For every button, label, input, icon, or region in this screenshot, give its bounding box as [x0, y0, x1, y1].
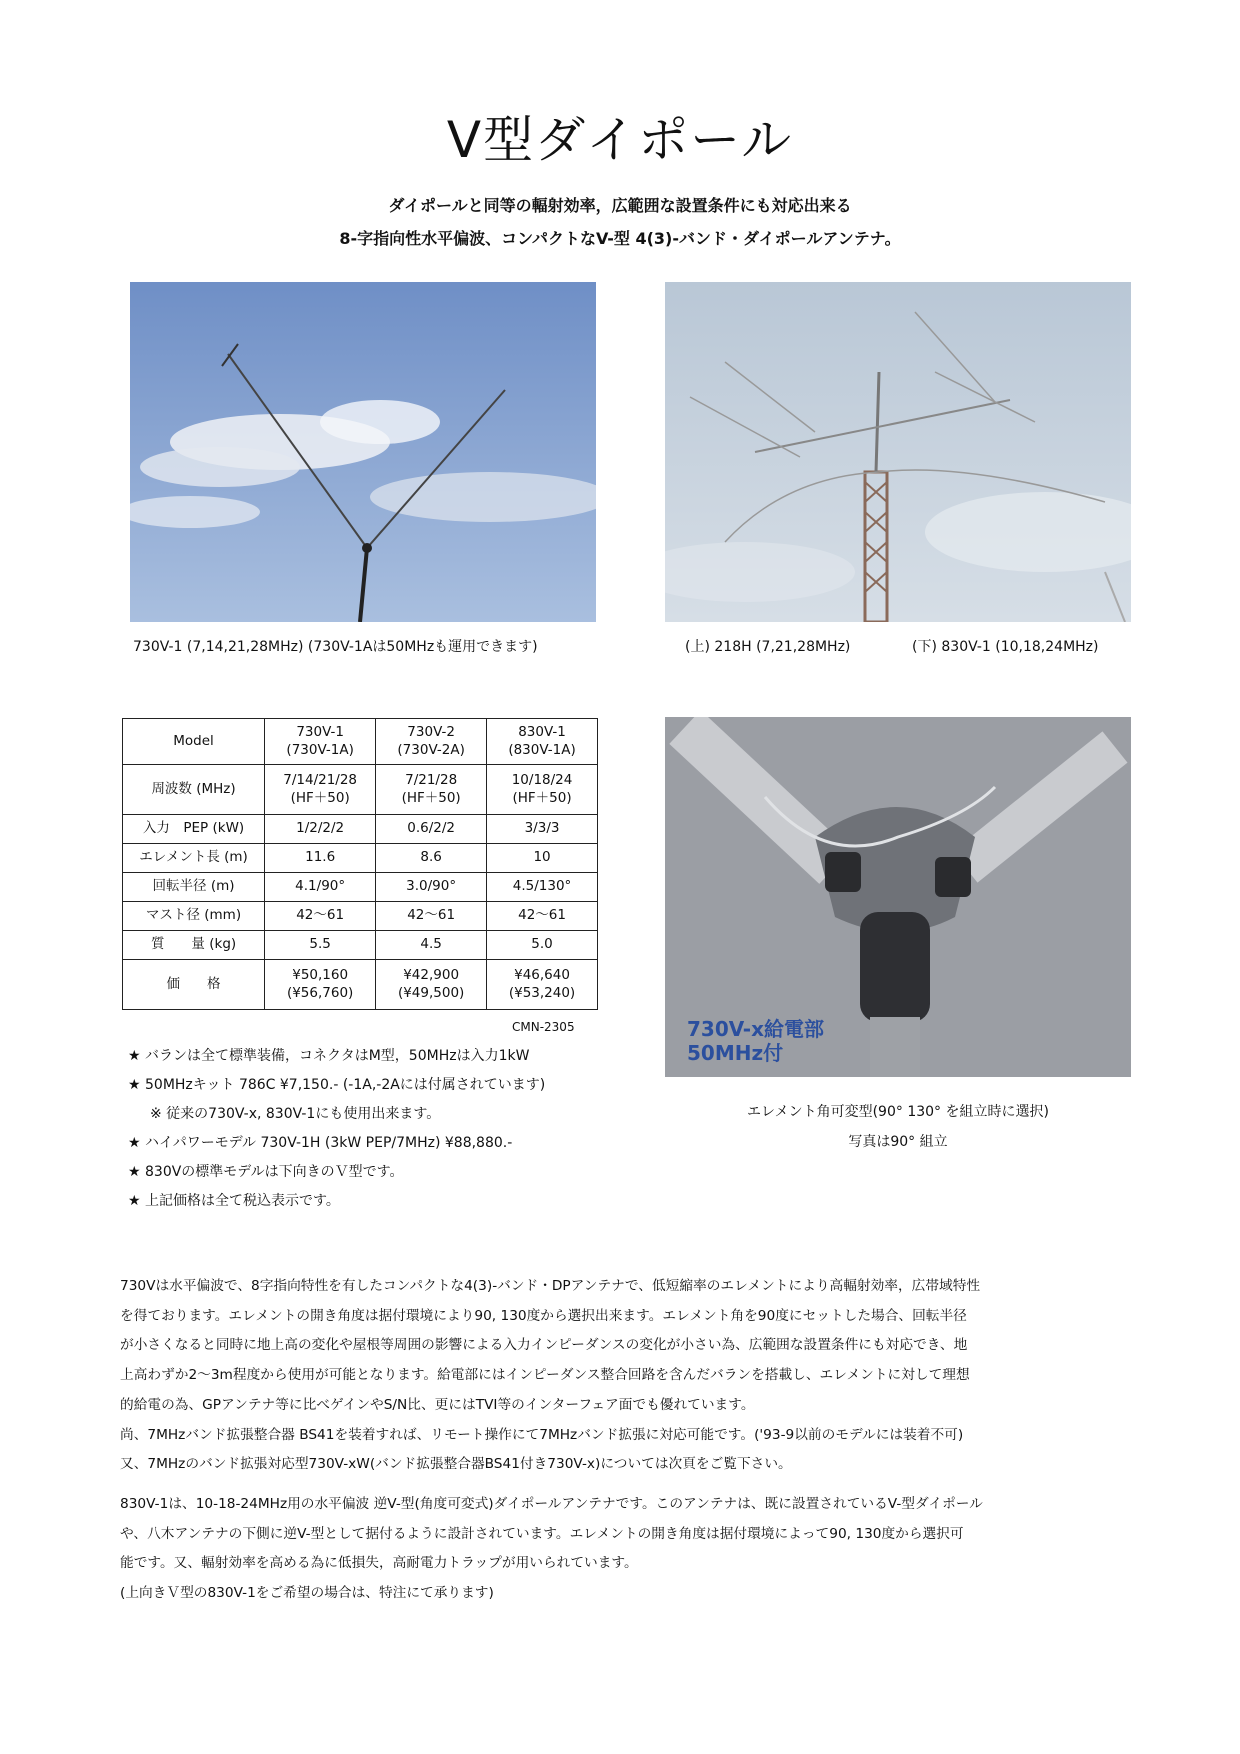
table-cell: 5.5 — [265, 931, 376, 960]
feed-photo-label-line-1: 730V-x給電部 — [687, 1017, 824, 1041]
freq-label: 周波数 (MHz) — [123, 765, 265, 815]
note-item: ★ バランは全て標準装備，コネクタはM型，50MHzは入力1kW — [128, 1048, 530, 1064]
paragraph-line: 830V-1は、10-18-24MHz用の水平偏波 逆V-型(角度可変式)ダイポールアンテナです。このアンテナは、既に設置されているV-型ダイポール — [120, 1496, 983, 1512]
row-label-element-length: エレメント長 (m) — [123, 844, 265, 873]
left-photo-caption: 730V-1 (7,14,21,28MHz) (730V-1Aは50MHzも運用できます) — [133, 639, 538, 655]
feed-caption — [663, 1097, 1133, 1157]
table-row — [123, 873, 598, 902]
table-cell: 3.0/90° — [376, 873, 487, 902]
antenna-218h-830v-photo — [665, 282, 1131, 622]
header-col-3 — [487, 719, 598, 765]
freq-col-2-bands: 7/21/28 — [405, 771, 458, 788]
freq-col-1-option: (HF＋50) — [290, 789, 350, 806]
table-cell: 42〜61 — [265, 902, 376, 931]
note-item: ※ 従来の730V-x, 830V-1にも使用出来ます。 — [150, 1106, 441, 1122]
paragraph-line: 上高わずか2〜3m程度から使用が可能となります。給電部にはインピーダンス整合回路を含んだバランを搭載し、エレメントに対して理想 — [120, 1367, 970, 1384]
table-cell: 3/3/3 — [487, 815, 598, 844]
price-col-3-value: ¥46,640 — [514, 966, 570, 983]
header-col-1-variant: (730V-1A) — [286, 741, 354, 758]
paragraph-line: 又、7MHzのバンド拡張対応型730V-xW(バンド拡張整合器BS41付き730V-x)については次頁をご覧下さい。 — [120, 1456, 792, 1473]
price-col-1-alt: (¥56,760) — [286, 984, 354, 1001]
table-cell: 10 — [487, 844, 598, 873]
paragraph-line: や、八木アンテナの下側に逆V-型として据付るように設計されています。エレメントの開き角度は据付環境によって90, 130度から選択可 — [120, 1525, 964, 1542]
price-col-2 — [376, 960, 487, 1010]
price-label: 価 格 — [123, 960, 265, 1010]
price-col-2-value: ¥42,900 — [403, 966, 460, 983]
table-row — [123, 902, 598, 931]
header-col-1 — [265, 719, 376, 765]
row-label-mast-diameter: マスト径 (mm) — [123, 902, 265, 931]
feed-caption-line-2: 写真は90° 組立 — [848, 1134, 948, 1150]
subtitle-line-1: ダイポールと同等の輻射効率，広範囲な設置条件にも対応出来る — [388, 196, 852, 215]
note-item: ★ 50MHzキット 786C ¥7,150.- (-1A,-2Aには付属されています) — [128, 1077, 546, 1093]
description-730v — [120, 1272, 1120, 1480]
freq-col-1 — [265, 765, 376, 815]
table-row-price — [123, 960, 598, 1010]
table-cell: 4.5 — [376, 931, 487, 960]
note-item: ★ 830Vの標準モデルは下向きのＶ型です。 — [128, 1164, 404, 1180]
table-row — [123, 931, 598, 960]
header-col-2 — [376, 719, 487, 765]
description-830v — [120, 1490, 1120, 1609]
header-col-1-model: 730V-1 — [296, 723, 344, 740]
paragraph-line: を得ております。エレメントの開き角度は据付環境により90, 130度から選択出来ます。エレメント角を90度にセットした場合、回転半径 — [120, 1307, 967, 1324]
freq-col-3 — [487, 765, 598, 815]
right-photo-caption-bottom: (下) 830V-1 (10,18,24MHz) — [912, 639, 1099, 655]
feed-caption-line-1: エレメント角可変型(90° 130° を組立時に選択) — [747, 1104, 1049, 1120]
freq-col-1-bands: 7/14/21/28 — [283, 771, 358, 788]
table-cell: 8.6 — [376, 844, 487, 873]
row-label-weight: 質 量 (kg) — [123, 931, 265, 960]
feed-point-photo — [665, 717, 1131, 1077]
note-item: ★ ハイパワーモデル 730V-1H (3kW PEP/7MHz) ¥88,880.- — [128, 1135, 513, 1151]
freq-col-3-bands: 10/18/24 — [511, 771, 573, 788]
notes-list — [128, 1042, 545, 1216]
table-cell: 4.1/90° — [265, 873, 376, 902]
paragraph-line: 能です。又、輻射効率を高める為に低損失，高耐電力トラップが用いられています。 — [120, 1555, 638, 1572]
price-col-1 — [265, 960, 376, 1010]
table-cell: 42〜61 — [376, 902, 487, 931]
price-col-3 — [487, 960, 598, 1010]
subtitle-line-2: 8-字指向性水平偏波、コンパクトなV-型 4(3)-バンド・ダイポールアンテナ。 — [339, 229, 901, 248]
paragraph-line: (上向きＶ型の830V-1をご希望の場合は、特注にて承ります) — [120, 1585, 494, 1602]
feed-photo-label — [687, 1017, 824, 1065]
row-label-turning-radius: 回転半径 (m) — [123, 873, 265, 902]
catalog-code: CMN-2305 — [512, 1020, 575, 1034]
row-label-power: 入力 PEP (kW) — [123, 815, 265, 844]
header-col-3-variant: (830V-1A) — [508, 741, 576, 758]
header-col-2-model: 730V-2 — [407, 723, 455, 740]
paragraph-line: 尚、7MHzバンド拡張整合器 BS41を装着すれば、リモート操作にて7MHzバンド拡張に対応可能です。('93-9以前のモデルには装着不可) — [120, 1426, 964, 1443]
freq-col-3-option: (HF＋50) — [512, 789, 572, 806]
freq-col-2 — [376, 765, 487, 815]
header-col-2-variant: (730V-2A) — [397, 741, 465, 758]
page-title: V型ダイポール — [446, 111, 794, 169]
freq-col-2-option: (HF＋50) — [401, 789, 461, 806]
table-cell: 1/2/2/2 — [265, 815, 376, 844]
table-cell: 42〜61 — [487, 902, 598, 931]
note-item: ★ 上記価格は全て税込表示です。 — [128, 1193, 340, 1209]
header-col-3-model: 830V-1 — [518, 723, 566, 740]
price-col-3-alt: (¥53,240) — [508, 984, 576, 1001]
feed-photo-label-line-2: 50MHz付 — [687, 1041, 784, 1065]
antenna-730v-photo — [130, 282, 596, 622]
table-cell: 4.5/130° — [487, 873, 598, 902]
spec-table — [122, 718, 598, 1010]
paragraph-line: が小さくなると同時に地上高の変化や屋根等周囲の影響による入力インピーダンスの変化が小さい為、広範囲な設置条件にも対応でき、地 — [120, 1337, 968, 1354]
price-col-1-value: ¥50,160 — [292, 966, 349, 983]
header-label: Model — [123, 719, 265, 765]
table-row — [123, 815, 598, 844]
table-row-header — [123, 719, 598, 765]
paragraph-line: 730Vは水平偏波で、8字指向特性を有したコンパクトな4(3)-バンド・DPアンテナで、低短縮率のエレメントにより高輻射効率，広帯域特性 — [120, 1278, 981, 1294]
table-row-frequency — [123, 765, 598, 815]
paragraph-line: 的給電の為、GPアンテナ等に比べゲインやS/N比、更にはTVI等のインターフェア面でも優れています。 — [120, 1396, 755, 1413]
table-cell: 5.0 — [487, 931, 598, 960]
table-cell: 0.6/2/2 — [376, 815, 487, 844]
price-col-2-alt: (¥49,500) — [397, 984, 465, 1001]
table-cell: 11.6 — [265, 844, 376, 873]
right-photo-caption-top: (上) 218H (7,21,28MHz) — [685, 639, 851, 655]
table-row — [123, 844, 598, 873]
